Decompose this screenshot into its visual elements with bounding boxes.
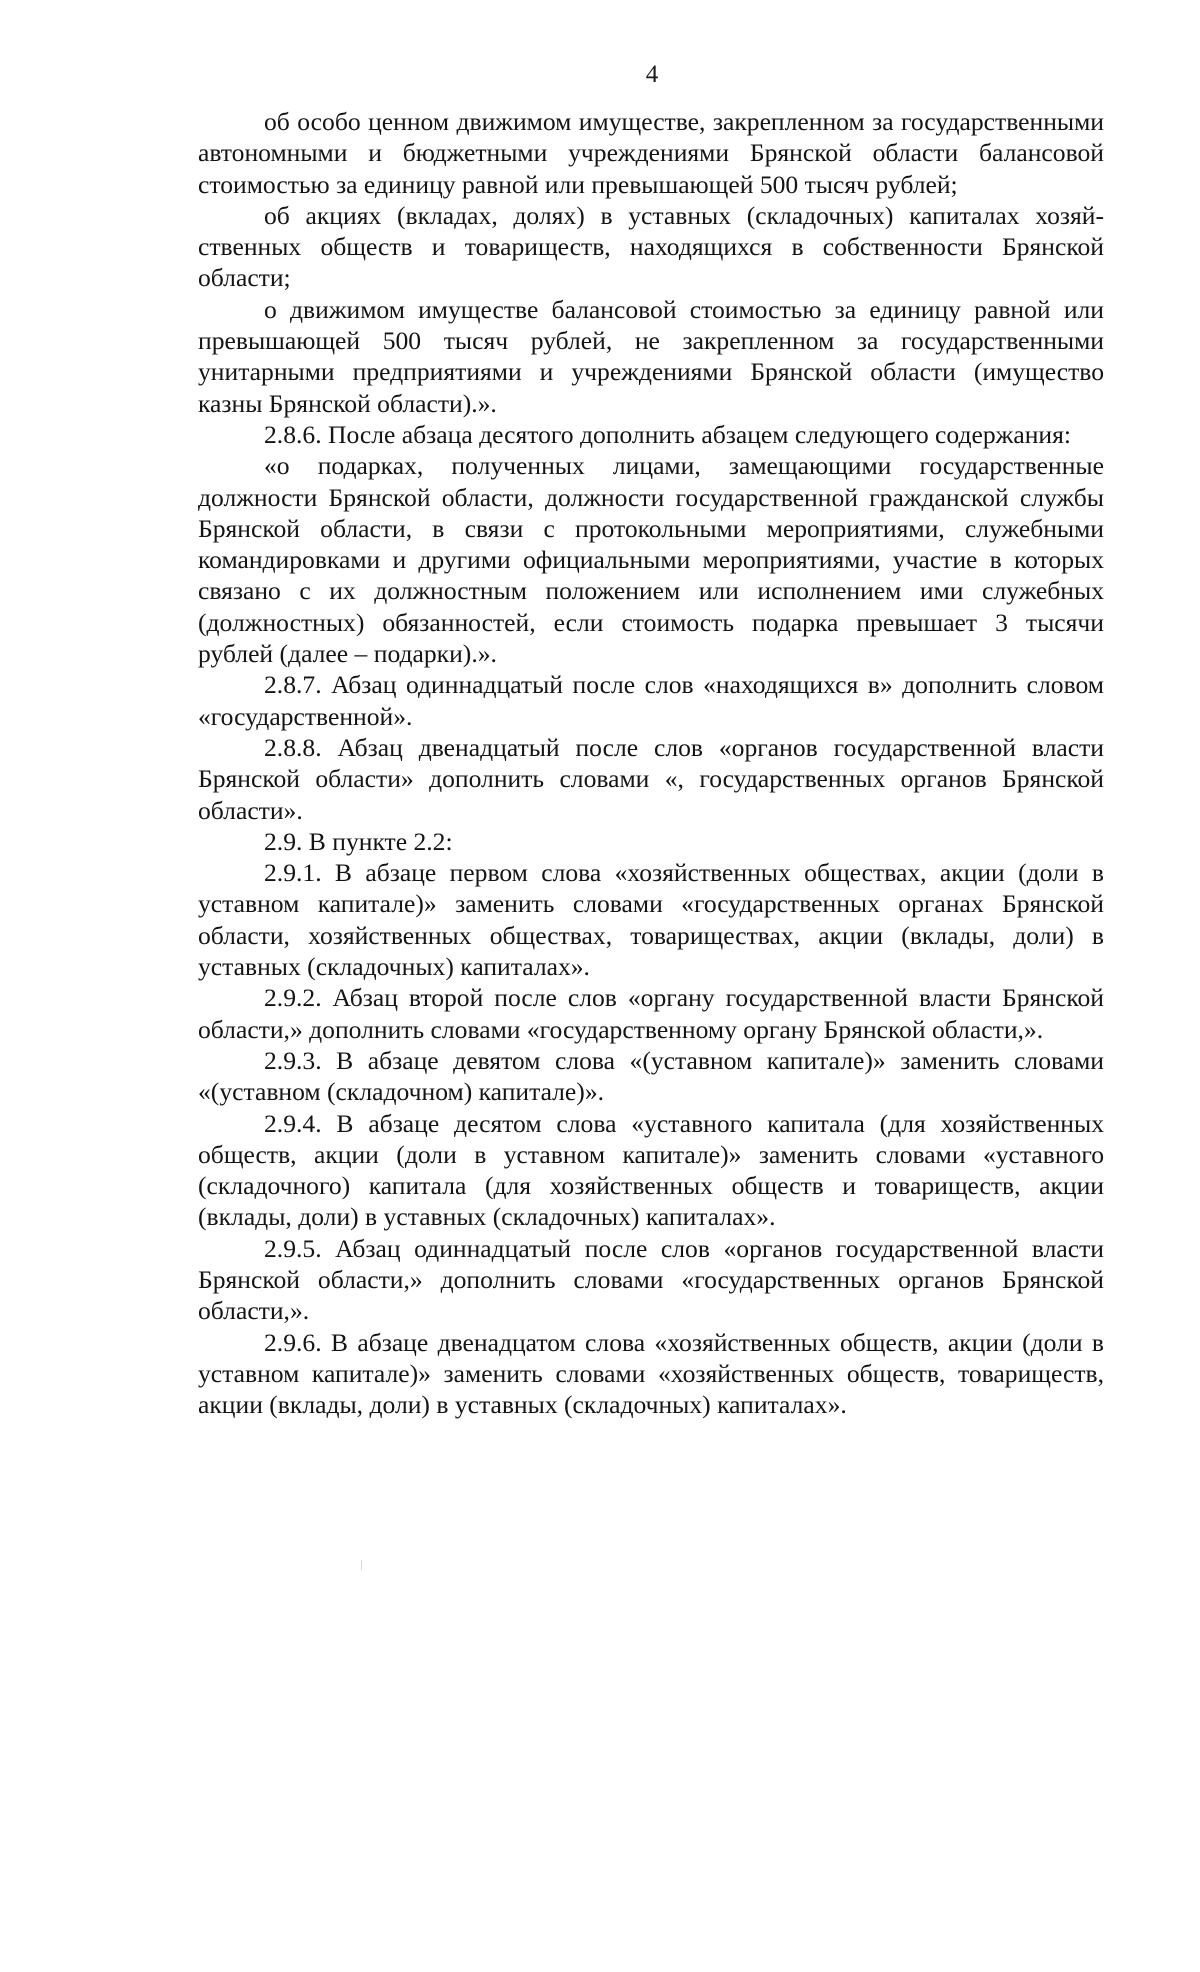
page-number: 4 [645, 61, 659, 88]
paragraph: 2.8.7. Абзац одиннадцатый после слов «находящихся в» дополнить словом «государственной». [198, 670, 1104, 731]
paragraph: «о подарках, полученных лицами, замещающими государственные должности Брянской области, должности государственной гражданской службы Брянской области, в связи с протокольными мероприятиями, служебными командировками и другими официальными мероприятиями, участие в которых связано с их должностным положением или исполнением ими служебных (должностных) обязанностей, если стоимость подарка превышает 3 тысячи рублей (далее – подарки).». [198, 451, 1104, 669]
scan-mark [361, 1560, 362, 1570]
paragraph: об особо ценном движимом имуществе, закрепленном за государственными автономными и бюджетными учреждениями Брянской области балансовой стоимостью за единицу равной или превышающей 500 тысяч рублей; [198, 107, 1104, 199]
paragraph: о движимом имуществе балансовой стоимостью за единицу равной или превышающей 500 тысяч рублей, не закрепленном за государственными унитарными предприятиями и учреждениями Брянской области (имущество казны Брянской области).». [198, 294, 1104, 418]
paragraph: 2.9.6. В абзаце двенадцатом слова «хозяйственных обществ, акции (доли в уставном капитале)» заменить словами «хозяйственных обществ, товариществ, акции (вклады, доли) в уставных (складочных) капиталах». [198, 1327, 1104, 1420]
paragraph: 2.9.1. В абзаце первом слова «хозяйственных обществах, акции (доли в уставном капитале)» заменить словами «государственных органах Брянской области, хозяйственных обществах, товариществах, акции (вклады, доли) в уставных (складочных) капиталах». [198, 858, 1104, 982]
paragraph: 2.8.8. Абзац двенадцатый после слов «органов государственной власти Брянской области» дополнить словами «, государственных органов Брянской области». [198, 732, 1104, 825]
paragraph: 2.9.2. Абзац второй после слов «органу государственной власти Брянской области,» дополнить словами «государственному органу Брянской области,». [198, 983, 1104, 1044]
paragraph: 2.8.6. После абзаца десятого дополнить абзацем следующего содержания: [264, 419, 1071, 449]
paragraph: 2.9. В пункте 2.2: [264, 826, 453, 856]
paragraph: 2.9.4. В абзаце десятом слова «уставного капитала (для хозяйственных обществ, акции (доли в уставном капитале)» заменить словами «уставного (складочного) капитала (для хозяйственных обществ и товариществ, акции (вклады, доли) в уставных (складочных) капиталах». [198, 1108, 1104, 1232]
document-body [198, 106, 1104, 1420]
paragraph: об акциях (вкладах, долях) в уставных (складочных) капиталах хозяйственных обществ и товариществ, находящихся в собственности Брянской области; [198, 200, 1104, 293]
paragraph: 2.9.3. В абзаце девятом слова «(уставном капитале)» заменить словами «(уставном (складочном) капитале)». [198, 1045, 1104, 1107]
paragraph: 2.9.5. Абзац одиннадцатый после слов «органов государственной власти Брянской области,» дополнить словами «государственных органов Брянской области,». [198, 1233, 1104, 1326]
